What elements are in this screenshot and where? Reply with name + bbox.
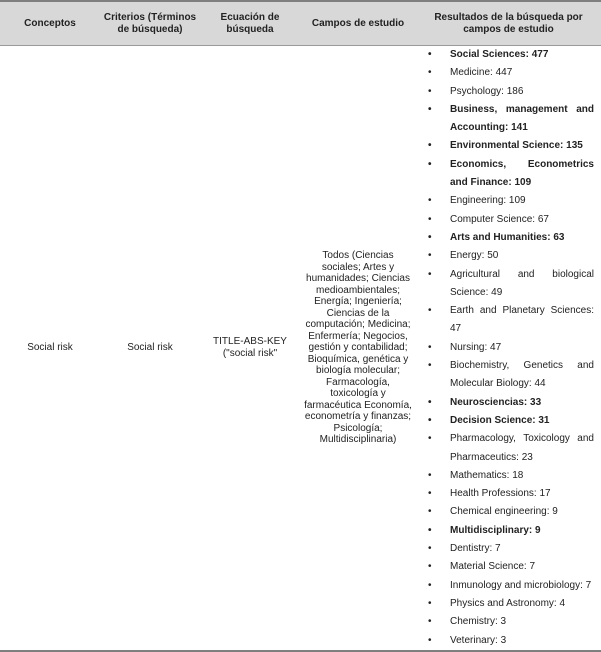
bullet-icon: • (428, 543, 432, 555)
list-item (419, 229, 598, 247)
list-item (419, 46, 598, 64)
bullet-icon: • (428, 268, 432, 280)
list-item (419, 137, 598, 155)
list-item (419, 540, 598, 558)
result-text: Dentistry: 7 (450, 543, 501, 555)
bullet-icon: • (428, 597, 432, 609)
bullet-icon: • (428, 341, 432, 353)
list-item (419, 613, 598, 631)
bullet-icon: • (428, 579, 432, 591)
list-item (419, 339, 598, 357)
cell-campos: Todos (Ciencias sociales; Artes y humanidades; Ciencias medioambientales; Energía; Ingeniería; Ciencias de la computación; Medicina; Enfermería; Negocios, gestión y contabilidad; Bioquímica, genética y biología molecular; Farmacología, toxicología y farmacéutica Economía, econometría y finanzas; Psicología; Multidisciplinaria) (300, 46, 416, 651)
list-item (419, 302, 598, 339)
list-item (419, 394, 598, 412)
result-text: Veterinary: 3 (450, 634, 507, 646)
result-text: Nursing: 47 (450, 341, 502, 353)
result-text: Neurosciencias: 33 (450, 396, 542, 408)
cell-criterio: Social risk (100, 46, 200, 651)
bullet-icon: • (428, 49, 432, 60)
bullet-icon: • (428, 305, 432, 317)
list-item (419, 156, 598, 193)
result-text: Decision Science: 31 (450, 414, 550, 426)
bullet-icon: • (428, 634, 432, 646)
header-row (0, 1, 601, 46)
list-item (419, 266, 598, 303)
result-text: Medicine: 447 (450, 67, 513, 79)
header-conceptos: Conceptos (0, 1, 100, 46)
result-text: Multidisciplinary: 9 (450, 524, 541, 536)
header-criterios: Criterios (Términos de búsqueda) (100, 1, 200, 46)
result-text: Chemistry: 3 (450, 616, 507, 628)
bullet-icon: • (428, 616, 432, 628)
result-text: Psychology: 186 (450, 85, 524, 97)
list-item (419, 558, 598, 576)
result-text: Chemical engineering: 9 (450, 506, 558, 518)
result-text: Health Professions: 17 (450, 488, 551, 500)
bullet-icon: • (428, 231, 432, 243)
list-item (419, 211, 598, 229)
bullet-icon: • (428, 469, 432, 481)
list-item (419, 503, 598, 521)
bullet-icon: • (428, 433, 432, 445)
list-item (419, 192, 598, 210)
bullet-icon: • (428, 524, 432, 536)
cell-resultados (416, 46, 601, 651)
result-text: Agricultural and biological Science: 49 (450, 268, 594, 298)
result-text: Mathematics: 18 (450, 469, 524, 481)
list-item (419, 101, 598, 138)
bullet-icon: • (428, 67, 432, 79)
cell-ecuacion: TITLE-ABS-KEY ("social risk" (200, 46, 300, 651)
bullet-icon: • (428, 158, 432, 170)
list-item (419, 247, 598, 265)
header-resultados: Resultados de la búsqueda por campos de estudio (416, 1, 601, 46)
bullet-icon: • (428, 195, 432, 207)
result-text: Earth and Planetary Sciences: 47 (450, 305, 594, 335)
list-item (419, 357, 598, 394)
table-row (0, 46, 601, 651)
bullet-icon: • (428, 360, 432, 372)
results-list (419, 46, 598, 650)
result-text: Pharmacology, Toxicology and Pharmaceutics: 23 (450, 433, 594, 463)
header-ecuacion: Ecuación de búsqueda (200, 1, 300, 46)
result-text: Business, management and Accounting: 141 (450, 103, 594, 134)
cell-concepto: Social risk (0, 46, 100, 651)
result-text: Inmunology and microbiology: 7 (450, 579, 592, 591)
bullet-icon: • (428, 561, 432, 573)
result-text: Arts and Humanities: 63 (450, 231, 565, 243)
result-text: Environmental Science: 135 (450, 140, 583, 152)
bullet-icon: • (428, 396, 432, 408)
header-campos: Campos de estudio (300, 1, 416, 46)
list-item (419, 83, 598, 101)
bullet-icon: • (428, 140, 432, 152)
list-item (419, 467, 598, 485)
bullet-icon: • (428, 103, 432, 115)
result-text: Biochemistry, Genetics and Molecular Biology: 44 (450, 360, 594, 390)
list-item (419, 632, 598, 650)
result-text: Material Science: 7 (450, 561, 536, 573)
bullet-icon: • (428, 488, 432, 500)
list-item (419, 430, 598, 467)
result-text: Energy: 50 (450, 250, 499, 262)
result-text: Physics and Astronomy: 4 (450, 597, 566, 609)
result-text: Engineering: 109 (450, 195, 526, 207)
bullet-icon: • (428, 213, 432, 225)
result-text: Economics, Econometrics and Finance: 109 (450, 158, 594, 189)
bullet-icon: • (428, 506, 432, 518)
list-item (419, 485, 598, 503)
bullet-icon: • (428, 414, 432, 426)
list-item (419, 412, 598, 430)
list-item (419, 522, 598, 540)
list-item (419, 595, 598, 613)
result-text: Social Sciences: 477 (450, 49, 549, 60)
result-text: Computer Science: 67 (450, 213, 549, 225)
bullet-icon: • (428, 250, 432, 262)
list-item (419, 64, 598, 82)
bullet-icon: • (428, 85, 432, 97)
list-item (419, 577, 598, 595)
